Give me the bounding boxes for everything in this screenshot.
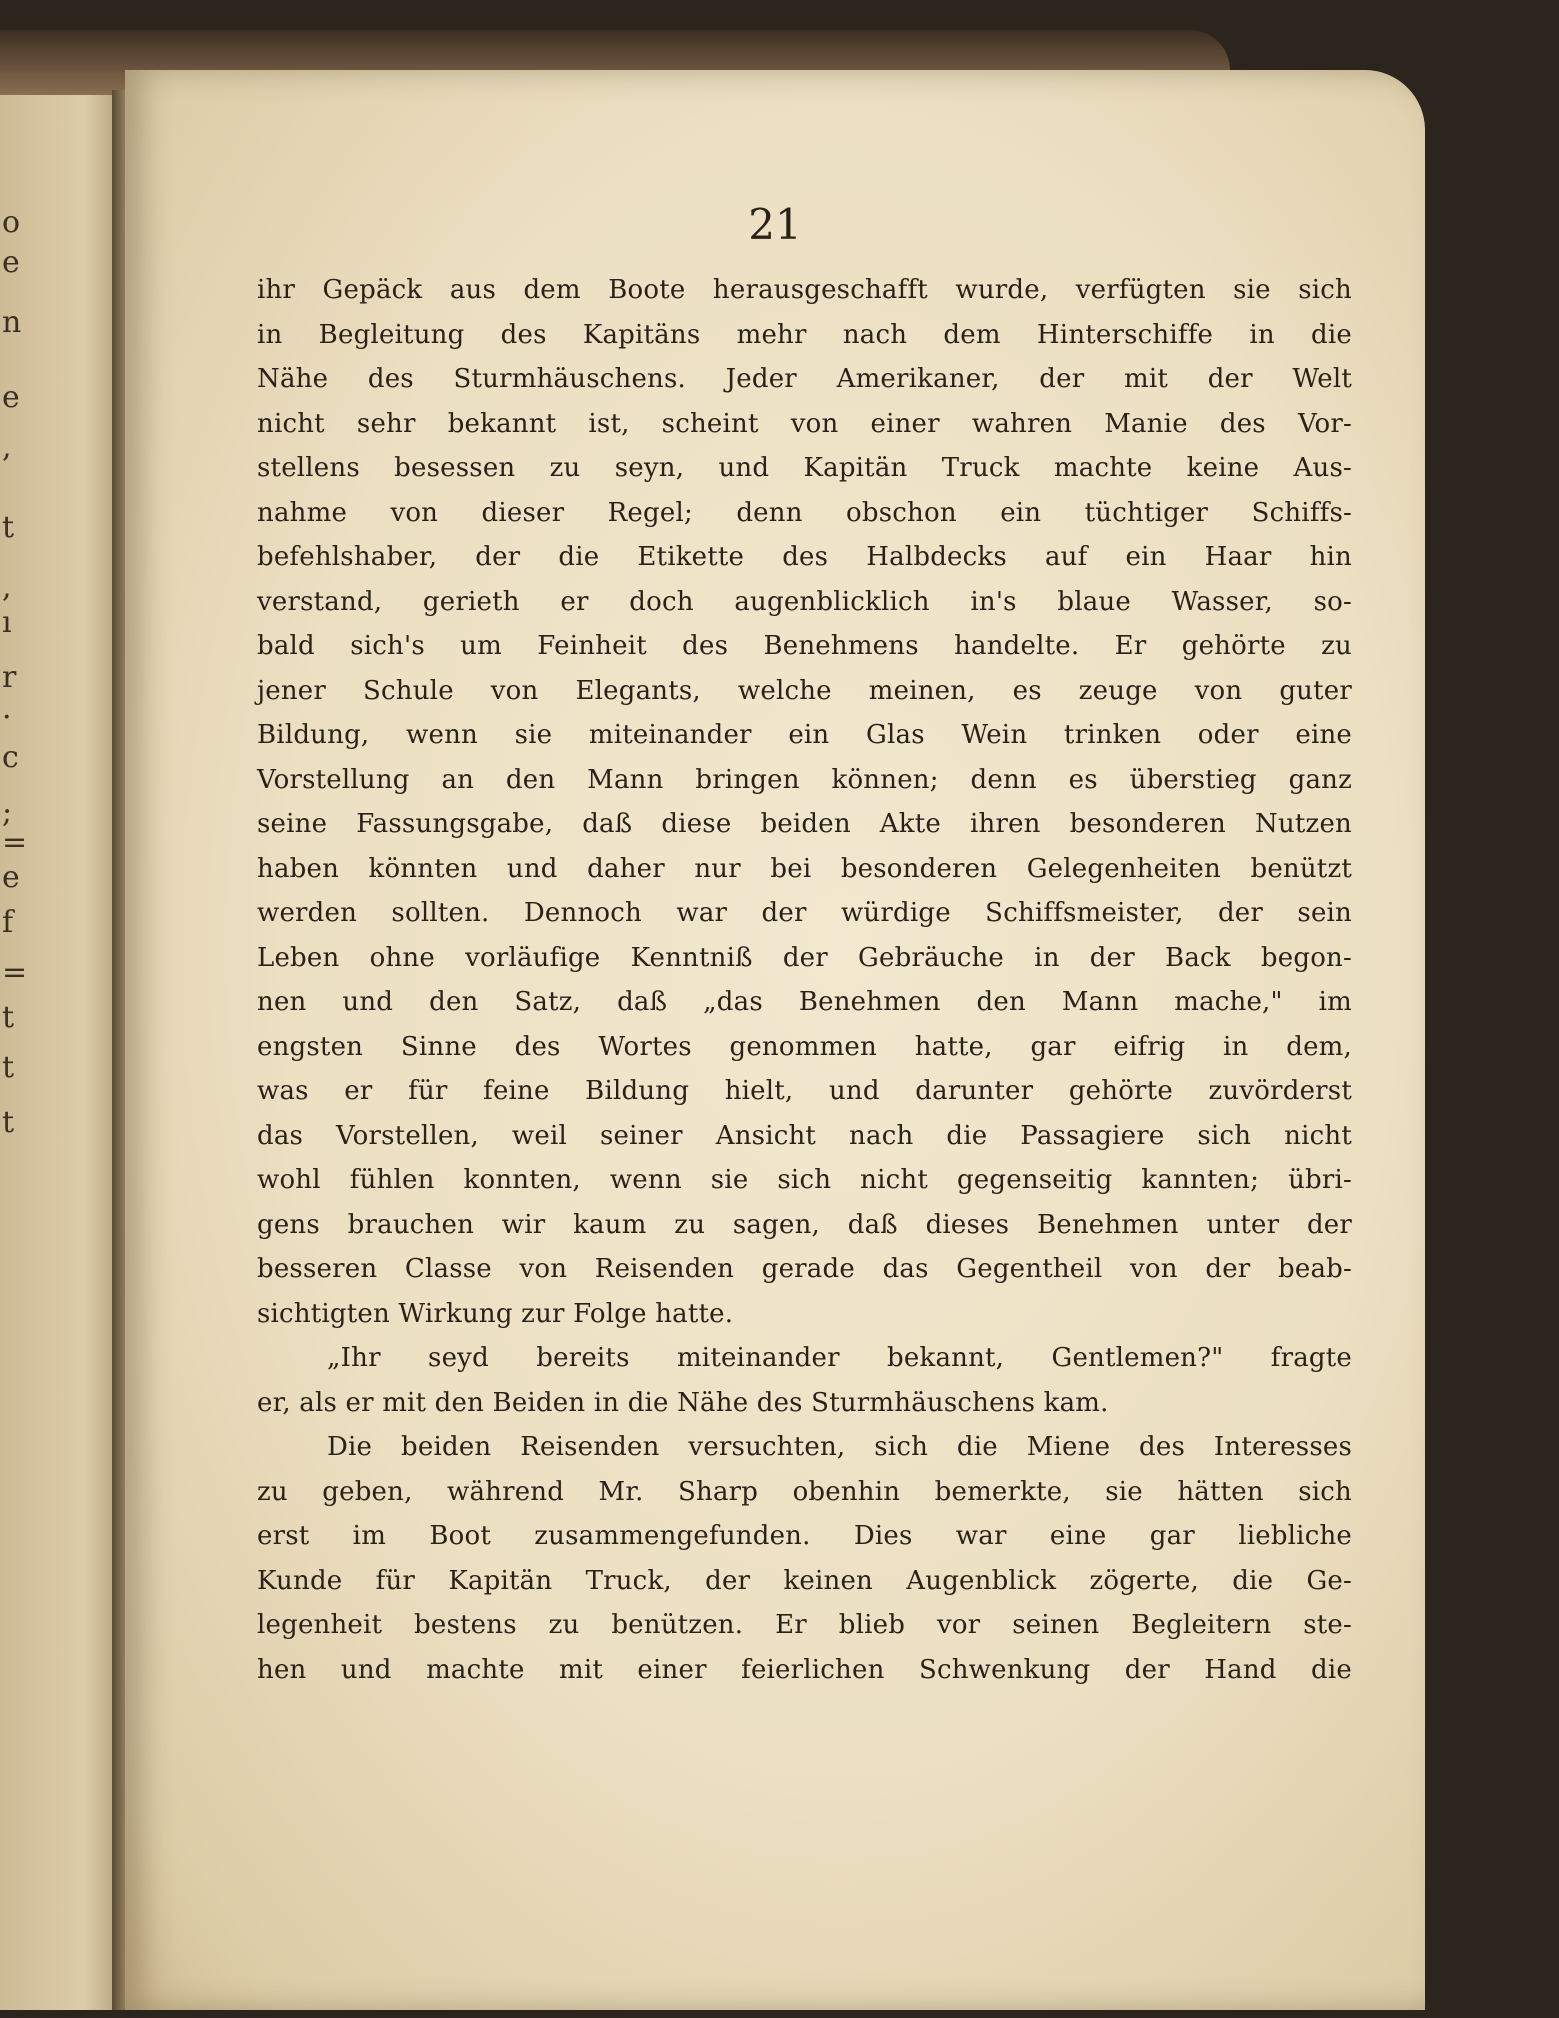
- text-line: haben könnten und daher nur bei besonderen Gelegenheiten benützt: [257, 853, 1352, 884]
- left-page-fragment: =: [2, 955, 28, 990]
- text-line: legenheit bestens zu benützen. Er blieb vor seinen Begleitern ste-: [257, 1610, 1352, 1640]
- text-line: jener Schule von Elegants, welche meinen, es zeuge von guter: [257, 675, 1352, 706]
- text-line: wohl fühlen konnten, wenn sie sich nicht gegenseitig kannten; übri-: [257, 1165, 1352, 1195]
- text-line: gens brauchen wir kaum zu sagen, daß dieses Benehmen unter der: [257, 1209, 1352, 1240]
- text-line: werden sollten. Dennoch war der würdige Schiffsmeister, der sein: [257, 898, 1352, 928]
- text-line: bald sich's um Feinheit des Benehmens handelte. Er gehörte zu: [257, 631, 1352, 661]
- text-line: Nähe des Sturmhäuschens. Jeder Amerikaner, der mit der Welt: [257, 364, 1352, 394]
- left-page-fragment: o: [2, 205, 21, 240]
- left-page-fragment: t: [2, 510, 15, 545]
- left-page-fragment: ,: [2, 430, 12, 465]
- text-line: zu geben, während Mr. Sharp obenhin bemerkte, sie hätten sich: [257, 1476, 1352, 1507]
- left-page-fragment: =: [2, 825, 28, 860]
- left-page-fragment: r: [2, 660, 17, 695]
- text-line: stellens besessen zu seyn, und Kapitän Truck machte keine Aus-: [257, 453, 1352, 483]
- text-line: nicht sehr bekannt ist, scheint von einer wahren Manie des Vor-: [257, 408, 1352, 439]
- left-page-fragment: t: [2, 1000, 15, 1035]
- text-line: besseren Classe von Reisenden gerade das Gegentheil von der beab-: [257, 1254, 1352, 1284]
- text-line: er, als er mit den Beiden in die Nähe des Sturmhäuschens kam.: [257, 1387, 1109, 1418]
- left-page-fragment: ı: [2, 605, 12, 640]
- text-line: befehlshaber, der die Etikette des Halbdecks auf ein Haar hin: [257, 542, 1352, 572]
- left-page-fragment: ·: [2, 700, 12, 735]
- left-page-fragment: e: [2, 860, 20, 895]
- text-line: engsten Sinne des Wortes genommen hatte, gar eifrig in dem,: [257, 1031, 1352, 1062]
- left-page-fragment: t: [2, 1050, 15, 1085]
- text-line: „Ihr seyd bereits miteinander bekannt, Gentlemen?" fragte: [327, 1343, 1352, 1373]
- text-line: verstand, gerieth er doch augenblicklich in's blaue Wasser, so-: [257, 586, 1352, 617]
- left-page-fragment: c: [2, 740, 19, 775]
- text-line: hen und machte mit einer feierlichen Schwenkung der Hand die: [257, 1654, 1352, 1685]
- text-line: Kunde für Kapitän Truck, der keinen Augenblick zögerte, die Ge-: [257, 1565, 1352, 1596]
- text-line: Leben ohne vorläufige Kenntniß der Gebräuche in der Back begon-: [257, 942, 1352, 973]
- text-line: nen und den Satz, daß „das Benehmen den Mann mache," im: [257, 987, 1352, 1017]
- left-page-edge: [0, 95, 120, 2010]
- left-page-fragment: ;: [2, 795, 13, 830]
- text-line: seine Fassungsgabe, daß diese beiden Akte ihren besonderen Nutzen: [257, 809, 1352, 839]
- text-line: Vorstellung an den Mann bringen können; denn es überstieg ganz: [257, 764, 1352, 795]
- left-page-fragment: t: [2, 1105, 15, 1140]
- page-number: 21: [748, 200, 802, 249]
- text-line: ihr Gepäck aus dem Boote herausgeschafft wurde, verfügten sie sich: [257, 275, 1352, 305]
- left-page-fragment: f: [2, 905, 14, 940]
- left-page-fragment: ,: [2, 570, 12, 605]
- text-line: was er für feine Bildung hielt, und darunter gehörte zuvörderst: [257, 1076, 1352, 1106]
- left-page-fragment: e: [2, 245, 20, 280]
- text-line: Die beiden Reisenden versuchten, sich die Miene des Interesses: [327, 1432, 1352, 1462]
- left-page-fragment: n: [2, 305, 22, 340]
- text-line: erst im Boot zusammengefunden. Dies war eine gar liebliche: [257, 1521, 1352, 1551]
- text-line: nahme von dieser Regel; denn obschon ein tüchtiger Schiffs-: [257, 497, 1352, 528]
- text-line: sichtigten Wirkung zur Folge hatte.: [257, 1298, 734, 1329]
- right-page: [125, 70, 1425, 2010]
- page-body-text: [257, 268, 1352, 1692]
- left-page-fragment: e: [2, 380, 20, 415]
- text-line: in Begleitung des Kapitäns mehr nach dem Hinterschiffe in die: [257, 319, 1352, 350]
- text-line: Bildung, wenn sie miteinander ein Glas Wein trinken oder eine: [257, 720, 1352, 750]
- text-line: das Vorstellen, weil seiner Ansicht nach die Passagiere sich nicht: [257, 1120, 1352, 1151]
